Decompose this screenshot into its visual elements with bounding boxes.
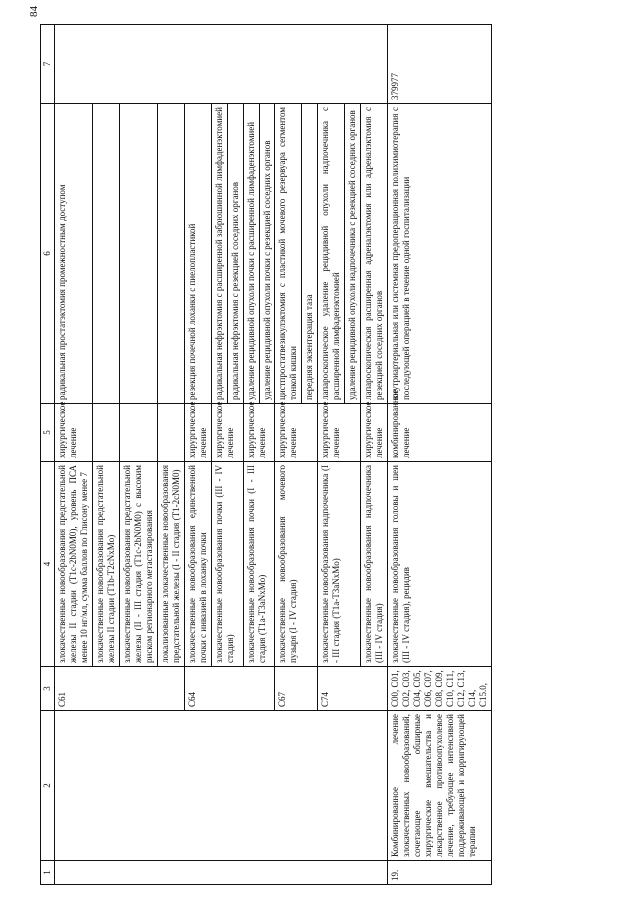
treatment-type-cell: хирургическое лечение bbox=[54, 404, 92, 462]
treatment-method-cell: радикальная нефрэктомия с резекцией соседних органов bbox=[227, 104, 243, 404]
treatment-method-cell: цистпростатвезикулэктомия с пластикой мочевого резервуара сегментом тонкой кишки bbox=[275, 104, 302, 404]
treatment-method-cell: удаление рецидивной опухоли почки с резекцией соседних органов bbox=[259, 104, 275, 404]
patient-model-cell: злокачественные новообразования мочевого пузыря (I - IV стадия) bbox=[275, 462, 318, 667]
treatment-type-cell: хирургическое лечение bbox=[275, 404, 318, 462]
patient-model-cell: злокачественные новообразования надпочечника (I - III стадия (T1a-T3aNxMo) bbox=[318, 462, 361, 667]
mkb-code-cell: C00, C01, C02, C03, C04, C05, C06, C07, C08, C09, C10, C11, C12, C13, C14, C15.0, bbox=[388, 667, 492, 711]
treatment-type-cell bbox=[157, 404, 184, 462]
treatment-method-cell bbox=[92, 104, 119, 404]
treatment-type-cell bbox=[92, 404, 119, 462]
header-cell: 1 bbox=[41, 861, 55, 885]
table-header-row bbox=[41, 25, 55, 885]
treatment-method-cell: внутриартериальная или системная предоперационная полихимиотерапия с последующей операцией в течение одной госпитализации bbox=[388, 104, 492, 404]
treatment-type-cell: хирургическое лечение bbox=[361, 404, 388, 462]
profile-cell: Комбинированное лечение злокачественных новообразований, сочетающее обширные хирургические вмешательства и лекарственное противоопухолевое лечение, требующее интенсивной поддерживающей и корригирующей терапии bbox=[388, 711, 492, 861]
patient-model-cell: злокачественные новообразования предстательной железы II стадии (T1c-2bN0M0), уровень ПСА менее 10 нг/мл, сумма баллов по Глисону менее 7 bbox=[54, 462, 92, 667]
page-number: 84 bbox=[28, 6, 40, 17]
patient-model-cell: злокачественные новообразования почки (III - IV стадия) bbox=[211, 462, 243, 667]
cost-cell bbox=[54, 25, 387, 104]
patient-model-cell: локализованные злокачественные новообразования предстательной железы (I - II стадия (T1-2cN0M0) bbox=[157, 462, 184, 667]
header-cell: 3 bbox=[41, 667, 55, 711]
number-cell bbox=[54, 861, 387, 885]
header-cell: 4 bbox=[41, 462, 55, 667]
patient-model-cell: злокачественные новообразования почки (I - III стадия (T1a-T3aNxMo) bbox=[243, 462, 275, 667]
patient-model-cell: злокачественные новообразования головы и шеи (III - IV стадия), рецидив bbox=[388, 462, 492, 667]
treatment-method-cell: удаление рецидивной опухоли надпочечника с резекцией соседних органов bbox=[345, 104, 361, 404]
profile-cell bbox=[54, 711, 387, 861]
treatment-type-cell: хирургическое лечение bbox=[318, 404, 361, 462]
mkb-code-cell: C67 bbox=[275, 667, 318, 711]
header-cell: 5 bbox=[41, 404, 55, 462]
patient-model-cell: злокачественные новообразования предстательной железы II стадии (T1b-T2cNxMo) bbox=[92, 462, 119, 667]
treatment-type-cell: хирургическое лечение bbox=[211, 404, 243, 462]
table-row bbox=[54, 25, 92, 885]
treatment-method-cell: лапароскопическая расширенная адреналэктомия или адреналэктомия с резекцией соседних органов bbox=[361, 104, 388, 404]
treatment-method-cell: удаление рецидивной опухоли почки с расширенной лимфаденэктомией bbox=[243, 104, 259, 404]
treatment-method-cell bbox=[119, 104, 157, 404]
treatment-method-cell: резекция почечной лоханки с пиелопластикой bbox=[184, 104, 211, 404]
table-row-19 bbox=[388, 25, 492, 885]
treatment-method-cell: лапароскопическое удаление рецидивной опухоли надпочечника с расширенной лимфаденэктомией bbox=[318, 104, 345, 404]
patient-model-cell: злокачественные новообразования предстательной железы (II - III стадия (T1c-2bN0M0) с высоким риском регионарного метастазирования bbox=[119, 462, 157, 667]
header-cell: 7 bbox=[41, 25, 55, 104]
mkb-code-cell: C61 bbox=[54, 667, 184, 711]
treatment-type-cell bbox=[119, 404, 157, 462]
header-cell: 2 bbox=[41, 711, 55, 861]
services-table bbox=[40, 24, 492, 885]
patient-model-cell: злокачественные новообразования единственной почки с инвазией в лоханку почки bbox=[184, 462, 211, 667]
mkb-code-cell: C74 bbox=[318, 667, 388, 711]
mkb-code-cell: C64 bbox=[184, 667, 275, 711]
treatment-type-cell: хирургическое лечение bbox=[243, 404, 275, 462]
cost-cell: 379977 bbox=[388, 25, 492, 104]
treatment-method-cell: радикальная нефрэктомия с расширенной забрюшинной лимфаденэктомией bbox=[211, 104, 227, 404]
header-cell: 6 bbox=[41, 104, 55, 404]
patient-model-cell: злокачественные новообразования надпочечника (III - IV стадия) bbox=[361, 462, 388, 667]
treatment-type-cell: комбинированное лечение bbox=[388, 404, 492, 462]
treatment-type-cell: хирургическое лечение bbox=[184, 404, 211, 462]
number-cell: 19. bbox=[388, 861, 492, 885]
treatment-method-cell: передняя экзентерация таза bbox=[302, 104, 318, 404]
treatment-method-cell: радикальная простатэктомия промежностным доступом bbox=[54, 104, 92, 404]
treatment-method-cell bbox=[157, 104, 184, 404]
